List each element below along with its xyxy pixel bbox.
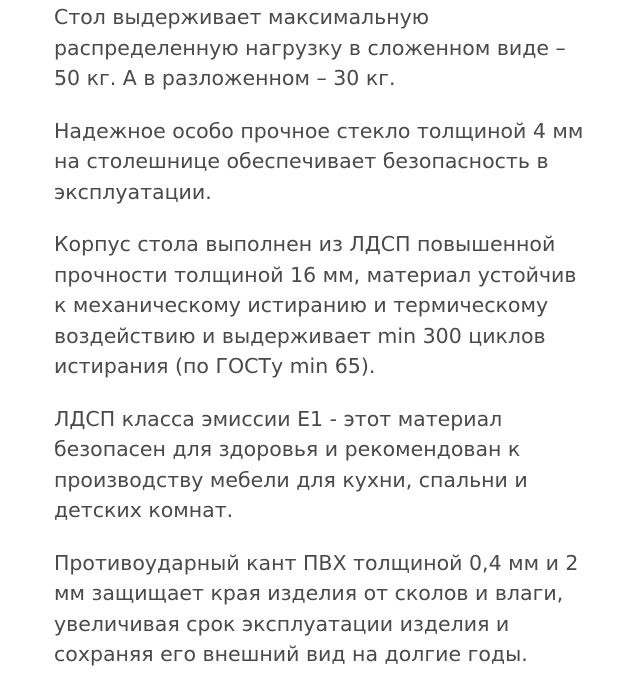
text-line: на столешнице обеспечивает безопасность в xyxy=(54,149,549,173)
text-line: Стол выдерживает максимальную xyxy=(54,5,429,29)
text-line: Надежное особо прочное стекло толщиной 4 мм xyxy=(54,118,584,143)
text-line: прочности толщиной 16 мм, материал устойчив xyxy=(54,262,577,287)
text-line: Противоударный кант ПВХ толщиной 0,4 мм и 2 xyxy=(54,550,579,575)
paragraph-emission-class xyxy=(54,404,634,526)
text-line: мм защищает края изделия от сколов и влаги, xyxy=(54,581,564,605)
text-line: ЛДСП класса эмиссии Е1 - этот материал xyxy=(54,406,503,431)
text-line: к механическому истиранию и термическому xyxy=(54,293,549,317)
text-line: Корпус стола выполнен из ЛДСП повышенной xyxy=(54,232,556,256)
text-line: детских комнат. xyxy=(54,498,234,522)
paragraph-glass xyxy=(54,116,634,208)
paragraph-load-capacity xyxy=(54,2,634,94)
text-line: безопасен для здоровья и рекомендован к xyxy=(54,437,521,461)
text-line: распределенную нагрузку в сложенном виде – xyxy=(54,35,566,60)
text-line: сохраняя его внешний вид на долгие годы. xyxy=(54,642,528,666)
text-line: истирания (по ГОСТу min 65). xyxy=(54,354,376,378)
text-line: производству мебели для кухни, спальни и xyxy=(54,467,528,492)
paragraph-edge-banding xyxy=(54,548,634,670)
text-line: увеличивая срок эксплуатации изделия и xyxy=(54,611,510,636)
paragraph-body-material xyxy=(54,229,634,382)
text-line: воздействию и выдерживает min 300 циклов xyxy=(54,323,546,348)
text-line: эксплуатации. xyxy=(54,179,212,204)
product-description xyxy=(54,2,634,670)
text-line: 50 кг. А в разложенном – 30 кг. xyxy=(54,66,396,90)
